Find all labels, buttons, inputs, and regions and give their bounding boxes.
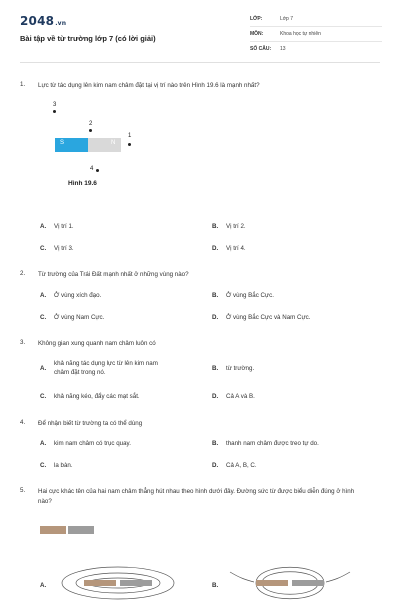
magnet-north-pole [88,138,121,152]
magnet-n-label: N [111,140,116,146]
q2-option-c[interactable]: C. Ở vùng Nam Cực. [40,314,105,321]
meta-value: 13 [280,46,286,52]
meta-row-class [250,12,382,27]
q3-option-a[interactable]: A. khả năng tác dụng lực từ lên kim nam châm đặt trong nó. [40,360,158,376]
q1-option-a[interactable]: A. Vị trí 1. [40,223,74,230]
q4-option-b[interactable]: B. thanh nam châm được treo tự do. [212,440,319,447]
meta-row-count [250,42,382,56]
q2-option-b[interactable]: B. Ở vùng Bắc Cực. [212,292,274,299]
point-2-dot [89,129,92,132]
point-label-1: 1 [128,133,132,139]
q4-option-d[interactable]: D. Cả A, B, C. [212,462,257,469]
point-4-dot [96,169,99,172]
q2-option-a[interactable]: A. Ở vùng xích đạo. [40,292,102,299]
point-3-dot [53,110,56,113]
question-3 [20,339,380,349]
q1-option-b[interactable]: B. Vị trí 2. [212,223,246,230]
logo-tld: .vn [55,20,67,27]
meta-label: LỚP: [250,16,263,22]
q4-option-a[interactable]: A. kim nam châm có trục quay. [40,440,131,447]
meta-row-subject [250,27,382,42]
question-text: Để nhận biết từ trường ta có thể dùng [38,420,143,427]
q1-option-c[interactable]: C. Vị trí 3. [40,245,74,252]
question-text: Không gian xung quanh nam châm luôn có [38,340,156,347]
question-number: 3. [20,339,26,346]
question-1 [20,81,380,91]
two-magnets-image [40,524,96,536]
page-title: Bài tập về từ trường lớp 7 (có lời giải) [20,34,156,43]
q1-option-d[interactable]: D. Vị trí 4. [212,245,246,252]
question-text: Lực từ tác dụng lên kim nam châm đặt tại vị trí nào trên Hình 19.6 là mạnh nhất? [38,82,260,89]
question-text: Từ trường của Trái Đất mạnh nhất ở những vùng nào? [38,271,189,278]
meta-value: Lớp 7 [280,16,294,22]
figure-caption: Hình 19.6 [68,180,97,187]
question-4 [20,419,380,429]
q5-option-b[interactable]: B. [212,582,219,589]
q3-option-c[interactable]: C. khả năng kéo, đẩy các mạt sắt. [40,393,140,400]
question-number: 1. [20,81,26,88]
q3-option-b[interactable]: B. từ trường. [212,365,255,372]
meta-value: Khoa học tự nhiên [280,31,321,37]
meta-label: SỐ CÂU: [250,46,272,52]
point-1-dot [128,143,131,146]
question-number: 5. [20,487,26,494]
field-lines-image-b [226,558,354,600]
point-label-3: 3 [53,102,57,108]
logo-text: 2048 [20,14,55,28]
q2-option-d[interactable]: D. Ở vùng Bắc Cực và Nam Cực. [212,314,311,321]
q3-option-d[interactable]: D. Cả A và B. [212,393,255,400]
figure-19-6 [50,100,160,195]
question-5 [20,487,380,507]
magnet-s-label: S [60,140,65,146]
point-label-2: 2 [89,121,93,127]
field-lines-image-a [54,558,182,600]
q5-option-a[interactable]: A. [40,582,47,589]
question-2 [20,270,380,280]
site-logo[interactable] [20,14,66,28]
question-number: 4. [20,419,26,426]
meta-table [250,12,382,56]
question-number: 2. [20,270,26,277]
question-text: Hai cực khác tên của hai nam châm thẳng hút nhau theo hình dưới đây. Đường sức từ được biểu diễn đúng ở hình nào? [38,488,355,505]
q4-option-c[interactable]: C. la bàn. [40,462,73,469]
header-divider [20,62,380,63]
meta-label: MÔN: [250,31,264,37]
point-label-4: 4 [90,166,94,172]
